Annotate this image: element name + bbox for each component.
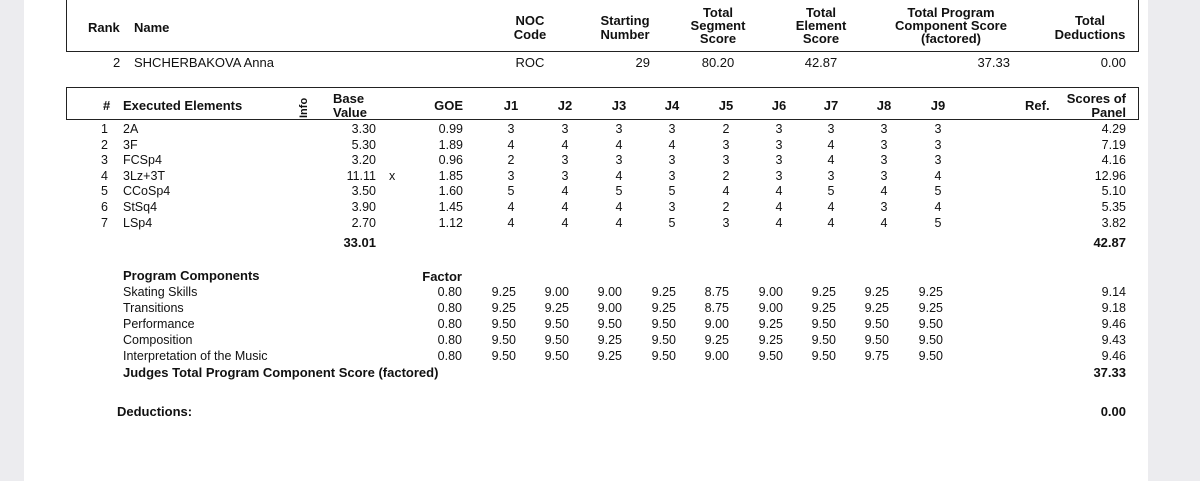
element-base-value: 3.90 <box>351 200 376 214</box>
name-header: Name <box>134 20 170 35</box>
element-judge-score-j1: 4 <box>507 216 515 230</box>
component-judge-score-j8: 9.50 <box>864 333 889 347</box>
skater-rank: 2 <box>113 55 121 70</box>
element-judge-score-j4: 3 <box>668 122 676 136</box>
judge-header-5: J5 <box>718 98 734 113</box>
element-name: LSp4 <box>123 216 153 230</box>
pcs-total-value: 37.33 <box>1093 365 1126 380</box>
element-judge-score-j6: 4 <box>775 184 783 198</box>
element-judge-score-j8: 3 <box>880 138 888 152</box>
component-judge-score-j4: 9.50 <box>651 333 676 347</box>
element-judge-score-j8: 3 <box>880 169 888 183</box>
component-judge-score-j5: 8.75 <box>704 301 729 315</box>
component-judge-score-j9: 9.50 <box>918 349 943 363</box>
element-panel-score: 12.96 <box>1094 169 1126 183</box>
skater-tes: 42.87 <box>804 55 838 70</box>
element-judge-score-j1: 2 <box>507 153 515 167</box>
element-name: CCoSp4 <box>123 184 171 198</box>
element-judge-score-j5: 2 <box>722 122 730 136</box>
element-judge-score-j4: 4 <box>668 138 676 152</box>
element-judge-score-j3: 4 <box>615 216 623 230</box>
component-judge-score-j7: 9.50 <box>811 349 836 363</box>
component-judge-score-j2: 9.00 <box>544 285 569 299</box>
component-judge-score-j8: 9.25 <box>864 301 889 315</box>
element-number: 2 <box>101 138 108 152</box>
element-judge-score-j7: 3 <box>827 169 835 183</box>
element-judge-score-j9: 3 <box>934 122 942 136</box>
element-judge-score-j4: 3 <box>668 200 676 214</box>
starting-number-header: Starting Number <box>600 13 650 42</box>
component-judge-score-j9: 9.25 <box>918 301 943 315</box>
component-judge-score-j4: 9.25 <box>651 285 676 299</box>
rank-header: Rank <box>88 20 120 35</box>
element-judge-score-j3: 4 <box>615 138 623 152</box>
skater-pcs: 37.33 <box>977 55 1010 70</box>
element-judge-score-j7: 4 <box>827 138 835 152</box>
program-components-title: Program Components <box>123 268 260 283</box>
element-judge-score-j5: 4 <box>722 184 730 198</box>
element-judge-score-j4: 3 <box>668 169 676 183</box>
element-judge-score-j8: 3 <box>880 200 888 214</box>
base-value-total: 33.01 <box>343 235 376 250</box>
element-judge-score-j3: 4 <box>615 169 623 183</box>
component-judge-score-j7: 9.25 <box>811 285 836 299</box>
element-number: 3 <box>101 153 108 167</box>
base-value-header: Base Value <box>333 91 367 120</box>
element-judge-score-j6: 3 <box>775 138 783 152</box>
component-judge-score-j8: 9.50 <box>864 317 889 331</box>
element-judge-score-j1: 4 <box>507 200 515 214</box>
goe-header: GOE <box>434 98 463 113</box>
deductions-label: Deductions: <box>117 404 193 419</box>
component-judge-score-j3: 9.25 <box>597 349 622 363</box>
element-judge-score-j1: 3 <box>507 169 515 183</box>
element-base-value: 11.11 <box>346 169 376 183</box>
element-judge-score-j6: 4 <box>775 216 783 230</box>
component-judge-score-j5: 9.25 <box>704 333 729 347</box>
component-judge-score-j1: 9.50 <box>491 317 516 331</box>
component-judge-score-j2: 9.25 <box>544 301 569 315</box>
judge-header-4: J4 <box>664 98 680 113</box>
component-factor: 0.80 <box>437 317 462 331</box>
skater-noc: ROC <box>515 55 545 70</box>
element-judge-score-j9: 5 <box>934 184 942 198</box>
judge-header-8: J8 <box>876 98 892 113</box>
skater-starting-number: 29 <box>635 55 650 70</box>
pcs-total-label: Judges Total Program Component Score (factored) <box>123 365 439 380</box>
element-judge-score-j3: 3 <box>615 122 623 136</box>
element-judge-score-j7: 4 <box>827 153 835 167</box>
element-judge-score-j5: 2 <box>722 169 730 183</box>
component-judge-score-j2: 9.50 <box>544 349 569 363</box>
element-goe: 1.60 <box>438 184 463 198</box>
component-judge-score-j1: 9.50 <box>491 333 516 347</box>
element-judge-score-j8: 3 <box>880 153 888 167</box>
element-judge-score-j6: 4 <box>775 200 783 214</box>
element-goe: 0.96 <box>438 153 463 167</box>
judge-header-2: J2 <box>557 98 573 113</box>
component-name: Performance <box>123 317 195 331</box>
element-judge-score-j2: 4 <box>561 216 569 230</box>
ref-header: Ref. <box>1025 98 1050 113</box>
info-header: Info <box>298 97 310 118</box>
tss-header: Total Segment Score <box>690 5 746 46</box>
element-panel-score: 4.29 <box>1101 122 1126 136</box>
element-number: 5 <box>101 184 108 198</box>
element-judge-score-j4: 5 <box>668 216 676 230</box>
component-judge-score-j5: 9.00 <box>704 349 729 363</box>
component-judge-score-j6: 9.25 <box>758 317 783 331</box>
element-name: 3Lz+3T <box>123 169 166 183</box>
component-name: Transitions <box>123 301 184 315</box>
elements-score-total: 42.87 <box>1093 235 1126 250</box>
element-name: FCSp4 <box>123 153 162 167</box>
element-judge-score-j3: 3 <box>615 153 623 167</box>
score-sheet <box>24 0 1148 481</box>
element-base-value: 3.20 <box>351 153 376 167</box>
element-judge-score-j7: 3 <box>827 122 835 136</box>
tes-header: Total Element Score <box>795 5 847 46</box>
judge-header-3: J3 <box>611 98 627 113</box>
element-number: 6 <box>101 200 108 214</box>
component-factor: 0.80 <box>437 301 462 315</box>
component-judge-score-j9: 9.50 <box>918 317 943 331</box>
element-judge-score-j2: 3 <box>561 169 569 183</box>
component-judge-score-j5: 8.75 <box>704 285 729 299</box>
component-factor: 0.80 <box>437 349 462 363</box>
element-name: 2A <box>123 122 139 136</box>
component-judge-score-j2: 9.50 <box>544 317 569 331</box>
element-judge-score-j9: 5 <box>934 216 942 230</box>
element-judge-score-j4: 5 <box>668 184 676 198</box>
element-name: 3F <box>123 138 138 152</box>
element-number: 1 <box>101 122 108 136</box>
element-judge-score-j6: 3 <box>775 153 783 167</box>
element-panel-score: 5.35 <box>1101 200 1126 214</box>
component-judge-score-j8: 9.25 <box>864 285 889 299</box>
component-judge-score-j3: 9.25 <box>597 333 622 347</box>
element-panel-score: 7.19 <box>1101 138 1126 152</box>
element-goe: 1.85 <box>438 169 463 183</box>
element-number: 7 <box>101 216 108 230</box>
element-judge-score-j6: 3 <box>775 169 783 183</box>
element-judge-score-j7: 4 <box>827 200 835 214</box>
component-judge-score-j6: 9.25 <box>758 333 783 347</box>
element-judge-score-j6: 3 <box>775 122 783 136</box>
skater-deductions: 0.00 <box>1100 55 1126 70</box>
deductions-value: 0.00 <box>1100 404 1126 419</box>
component-judge-score-j5: 9.00 <box>704 317 729 331</box>
component-judge-score-j4: 9.50 <box>651 349 676 363</box>
element-judge-score-j2: 4 <box>561 200 569 214</box>
element-base-value: 5.30 <box>351 138 376 152</box>
element-judge-score-j2: 4 <box>561 138 569 152</box>
component-name: Skating Skills <box>123 285 198 299</box>
element-panel-score: 4.16 <box>1101 153 1126 167</box>
component-panel-score: 9.43 <box>1101 333 1126 347</box>
element-judge-score-j1: 4 <box>507 138 515 152</box>
element-number: 4 <box>101 169 108 183</box>
judge-header-1: J1 <box>503 98 519 113</box>
element-goe: 0.99 <box>438 122 463 136</box>
element-judge-score-j3: 5 <box>615 184 623 198</box>
elements-num-header: # <box>103 98 111 113</box>
component-panel-score: 9.14 <box>1101 285 1126 299</box>
element-judge-score-j9: 4 <box>934 200 942 214</box>
judge-header-9: J9 <box>930 98 946 113</box>
element-base-value: 2.70 <box>351 216 376 230</box>
component-judge-score-j7: 9.50 <box>811 317 836 331</box>
component-judge-score-j2: 9.50 <box>544 333 569 347</box>
component-judge-score-j9: 9.50 <box>918 333 943 347</box>
component-judge-score-j7: 9.50 <box>811 333 836 347</box>
element-judge-score-j1: 3 <box>507 122 515 136</box>
scores-of-panel-header: Scores of Panel <box>1066 91 1126 120</box>
element-judge-score-j2: 4 <box>561 184 569 198</box>
component-judge-score-j1: 9.50 <box>491 349 516 363</box>
element-judge-score-j7: 4 <box>827 216 835 230</box>
component-judge-score-j7: 9.25 <box>811 301 836 315</box>
component-judge-score-j6: 9.00 <box>758 301 783 315</box>
element-judge-score-j5: 3 <box>722 153 730 167</box>
component-judge-score-j1: 9.25 <box>491 285 516 299</box>
element-judge-score-j2: 3 <box>561 122 569 136</box>
component-panel-score: 9.46 <box>1101 349 1126 363</box>
element-judge-score-j2: 3 <box>561 153 569 167</box>
component-judge-score-j4: 9.50 <box>651 317 676 331</box>
element-name: StSq4 <box>123 200 158 214</box>
component-judge-score-j6: 9.50 <box>758 349 783 363</box>
component-judge-score-j4: 9.25 <box>651 301 676 315</box>
element-judge-score-j1: 5 <box>507 184 515 198</box>
judge-header-7: J7 <box>823 98 839 113</box>
element-judge-score-j9: 4 <box>934 169 942 183</box>
component-judge-score-j6: 9.00 <box>758 285 783 299</box>
component-factor: 0.80 <box>437 285 462 299</box>
element-judge-score-j5: 3 <box>722 216 730 230</box>
element-judge-score-j8: 4 <box>880 216 888 230</box>
element-judge-score-j7: 5 <box>827 184 835 198</box>
judge-header-6: J6 <box>771 98 787 113</box>
component-judge-score-j3: 9.50 <box>597 317 622 331</box>
factor-header: Factor <box>422 269 462 284</box>
element-base-value: 3.50 <box>351 184 376 198</box>
element-judge-score-j4: 3 <box>668 153 676 167</box>
component-judge-score-j8: 9.75 <box>864 349 889 363</box>
component-panel-score: 9.18 <box>1101 301 1126 315</box>
component-judge-score-j1: 9.25 <box>491 301 516 315</box>
element-panel-score: 3.82 <box>1101 216 1126 230</box>
element-judge-score-j8: 4 <box>880 184 888 198</box>
component-judge-score-j3: 9.00 <box>597 285 622 299</box>
element-goe: 1.12 <box>438 216 463 230</box>
component-name: Composition <box>123 333 193 347</box>
skater-name: SHCHERBAKOVA Anna <box>134 55 274 70</box>
component-factor: 0.80 <box>437 333 462 347</box>
element-bonus-marker: x <box>389 169 396 183</box>
element-judge-score-j8: 3 <box>880 122 888 136</box>
element-goe: 1.45 <box>438 200 463 214</box>
noc-header: NOC Code <box>513 13 547 42</box>
element-goe: 1.89 <box>438 138 463 152</box>
component-name: Interpretation of the Music <box>123 349 268 363</box>
component-judge-score-j3: 9.00 <box>597 301 622 315</box>
component-judge-score-j9: 9.25 <box>918 285 943 299</box>
element-judge-score-j5: 3 <box>722 138 730 152</box>
element-panel-score: 5.10 <box>1101 184 1126 198</box>
pcs-header: Total Program Component Score (factored) <box>895 5 1007 46</box>
element-judge-score-j3: 4 <box>615 200 623 214</box>
element-judge-score-j5: 2 <box>722 200 730 214</box>
element-base-value: 3.30 <box>351 122 376 136</box>
skater-tss: 80.20 <box>701 55 735 70</box>
component-panel-score: 9.46 <box>1101 317 1126 331</box>
executed-elements-header: Executed Elements <box>123 98 243 113</box>
deductions-header: Total Deductions <box>1054 13 1126 42</box>
element-judge-score-j9: 3 <box>934 138 942 152</box>
element-judge-score-j9: 3 <box>934 153 942 167</box>
